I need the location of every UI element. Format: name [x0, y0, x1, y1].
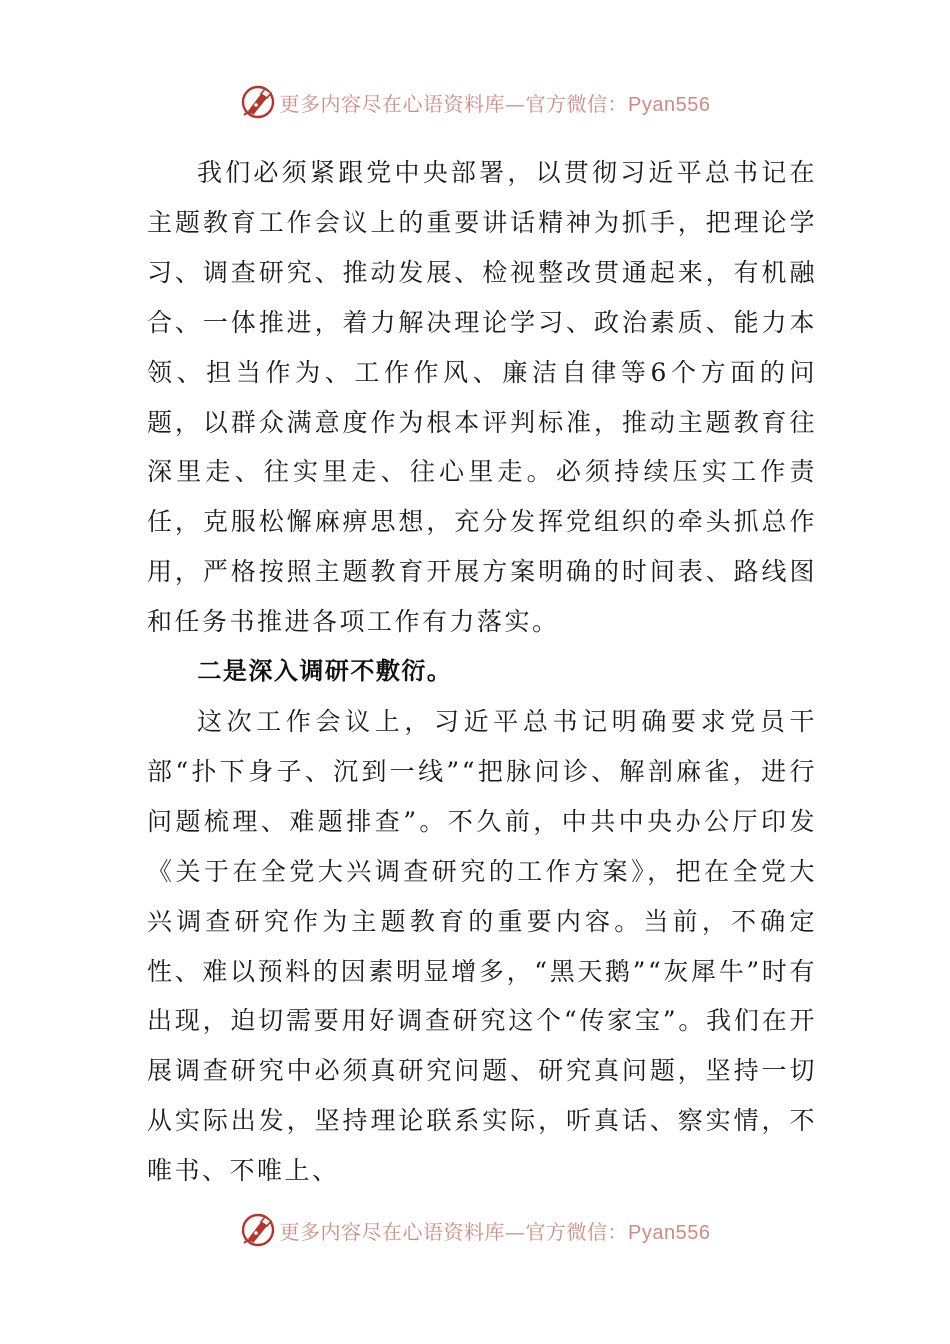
banner-text-cn: 更多内容尽在心语资料库—官方微信： — [279, 91, 629, 116]
footer-watermark-banner — [0, 1208, 950, 1252]
paragraph-1: 我们必须紧跟党中央部署，以贯彻习近平总书记在主题教育工作会议上的重要讲话精神为抓手，把理论学习、调查研究、推动发展、检视整改贯通起来，有机融合、一体推进，着力解决理论学习、政治素质、能力本领、担当作为、工作作风、廉洁自律等6个方面的问题，以群众满意度作为根本评判标准，推动主题教育往深里走、往实里走、往心里走。必须持续压实工作责任，克服松懈麻痹思想，充分发挥党组织的牵头抓总作用，严格按照主题教育开展方案明确的时间表、路线图和任务书推进各项工作有力落实。 — [147, 158, 817, 637]
banner-wechat-id: Pyan556 — [628, 93, 711, 116]
pen-nib-logo-icon — [240, 84, 276, 120]
section-heading-2: 二是深入调研不敷衍。 — [197, 657, 453, 686]
pen-nib-logo-icon — [240, 1212, 276, 1248]
paragraph-2: 这次工作会议上，习近平总书记明确要求党员干部“扑下身子、沉到一线”“把脉问诊、解剖麻雀，进行问题梳理、难题排查”。不久前，中共中央办公厅印发《关于在全党大兴调查研究的工作方案》，把在全党大兴调查研究作为主题教育的重要内容。当前，不确定性、难以预料的因素明显增多，“黑天鹅”“灰犀牛”时有出现，迫切需要用好调查研究这个“传家宝”。我们在开展调查研究中必须真研究问题、研究真问题，坚持一切从实际出发，坚持理论联系实际，听真话、察实情，不唯书、不唯上、 — [147, 706, 817, 1186]
header-watermark-banner — [0, 80, 950, 124]
banner-wechat-id: Pyan556 — [628, 1221, 711, 1244]
banner-text — [280, 1216, 711, 1245]
banner-text-cn: 更多内容尽在心语资料库—官方微信： — [279, 1219, 629, 1244]
document-body — [147, 148, 817, 1196]
banner-text — [280, 88, 711, 117]
